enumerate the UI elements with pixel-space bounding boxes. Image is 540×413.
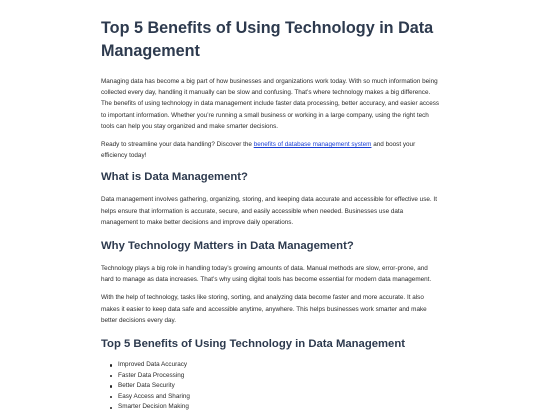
list-item: Easy Access and Sharing	[118, 392, 441, 403]
cta-prefix: Ready to streamline your data handling? Discover the	[101, 141, 254, 149]
section-paragraph: Data management involves gathering, organizing, storing, and keeping data accurate and accessible for effective use. It helps ensure that information is accurate, secure, and easily accessible when needed. Businesses use data management to make better decisions and improve daily operations.	[101, 196, 437, 226]
list-item: Smarter Decision Making	[118, 402, 441, 413]
list-item: Better Data Security	[118, 381, 441, 392]
section-paragraph: Technology plays a big role in handling today’s growing amounts of data. Manual methods are slow, error-prone, and hard to manage as data increases. That’s why using digital tools has become essential for modern data management.	[101, 265, 432, 284]
list-item: Improved Data Accuracy	[118, 360, 441, 371]
intro-paragraph: Managing data has become a big part of how businesses and organizations work today. With so much information being collected every day, handling it manually can be slow and confusing. That’s where technology makes a big difference. The benefits of using technology in data management include faster data processing, better accuracy, and easier access to important information. Whether you’re running a small business or working in a large company, using the right tech tools can help you stay organized and make smarter decisions.	[101, 78, 440, 130]
cta-paragraph	[101, 139, 441, 161]
section-heading-why-technology: Why Technology Matters in Data Management?	[101, 240, 354, 253]
database-benefits-link[interactable]: benefits of database management system	[253, 141, 372, 149]
cta-suffix: and boost your efficiency today!	[101, 141, 416, 160]
list-item: Faster Data Processing	[118, 371, 441, 382]
section-heading-top-5-benefits: Top 5 Benefits of Using Technology in Data Management	[101, 338, 405, 351]
section-paragraph: With the help of technology, tasks like storing, sorting, and analyzing data become faster and more accurate. It also makes it easier to keep data safe and accessible anytime, anywhere. This helps businesses work smarter and make better decisions every day.	[101, 294, 427, 324]
section-heading-what-is: What is Data Management?	[101, 171, 248, 184]
article	[101, 0, 441, 413]
page-title: Top 5 Benefits of Using Technology in Data Management	[101, 19, 434, 60]
benefits-list	[101, 360, 441, 413]
